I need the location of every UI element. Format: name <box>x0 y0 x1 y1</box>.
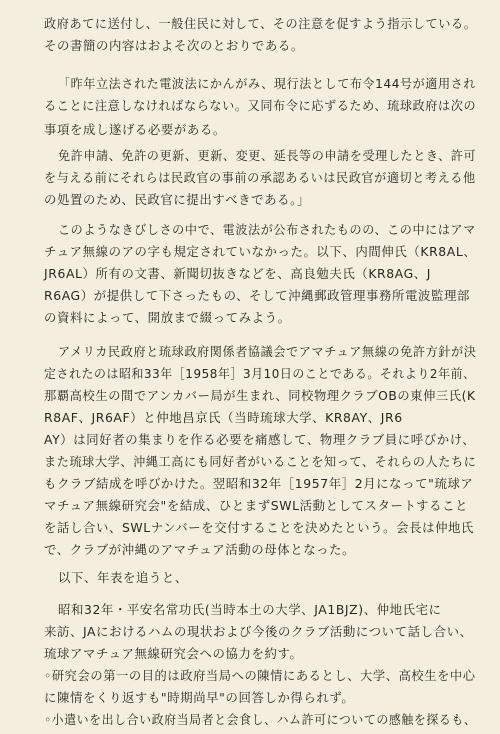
text-line: 琉球アマチュア無線研究会への協力を約す。 <box>44 646 303 661</box>
text-line: R6AG）が提供して下さったもの、そして沖縄郵政管理事務所電波監理部 <box>44 288 470 303</box>
text-line: アメリカ民政府と琉球政府関係者協議会でアマチュア無線の免許方針が決 <box>58 344 477 359</box>
text-line: R8AF、JR6AF）と仲地昌京氏（当時琉球大学、KR8AY、JR6 <box>44 410 403 425</box>
text-line: また琉球大学、沖縄工高にも同好者がいることを知って、それらの人たちに <box>44 454 477 469</box>
text-line: ◦小遣いを出し合い政府当局者と会食し、ハム許可についての感触を探るも、 <box>44 712 477 727</box>
text-line: 定されたのは昭和33年［1958年］3月10日のことである。それより2年前、 <box>44 366 476 381</box>
text-line: 「昨年立法された電波法にかんがみ、現行法として布令144号が適用され <box>58 76 476 91</box>
text-line: を話し合い、SWLナンバーを交付することを決めたという。会長は仲地氏 <box>44 520 475 535</box>
text-line: その書簡の内容はおよそ次のとおりである。 <box>44 38 304 53</box>
text-line: の処置のため、民政官に提出すべきである。」 <box>44 192 310 207</box>
text-line: JR6AL）所有の文書、新聞切抜きなどを、高良勉夫氏（KR8AG、J <box>44 266 432 281</box>
text-line: で、クラブが沖縄のアマチュア活動の母体となった。 <box>44 542 356 557</box>
text-line: の資料によって、開放まで綴ってみよう。 <box>44 310 291 325</box>
text-line: 那覇高校生の間でアンカバー局が生まれ、同校物理クラブOBの東伸三氏(K <box>44 388 476 403</box>
text-line: 昭和32年・平安名常功氏(当時本土の大学、JA1BJZ)、仲地氏宅に <box>58 602 442 617</box>
text-line: 来訪、JAにおけるハムの現状および今後のクラブ活動について話し合い、 <box>44 624 473 639</box>
text-line: ◦研究会の第一の目的は政府当局への陳情にあるとし、大学、高校生を中心 <box>44 668 476 683</box>
text-line: 以下、年表を追うと、 <box>58 570 188 585</box>
text-line: 政府あてに送付し、一般住民に対して、その注意を促すよう指示している。 <box>44 16 477 31</box>
text-line: このようなきびしさの中で、電波法が公布されたものの、この中にはアマ <box>58 222 476 237</box>
text-line: チュア無線のアの字も規定されていなかった。以下、内間伸氏（KR8AL、 <box>44 244 477 259</box>
text-line: 事項を成し遂げる必要がある。 <box>44 122 226 137</box>
text-line: マチュア無線研究会"を結成、ひとまずSWL活動としてスタートすること <box>44 498 469 513</box>
text-line: ることに注意しなければならない。又同布令に応ずるため、琉球政府は次の <box>44 98 477 113</box>
text-line: もクラブ結成を呼びかけた。翌昭和32年［1957年］2月になって"琉球ア <box>44 476 474 491</box>
text-line: AY）は同好者の集まりを作る必要を痛感して、物理クラブ員に呼びかけ、 <box>44 432 476 447</box>
text-line: を与える前にそれらは民政官の事前の承認あるいは民政官が適切と考える他 <box>44 170 476 185</box>
text-line: 免許申請、免許の更新、更新、変更、延長等の申請を受理したとき、許可 <box>58 148 477 163</box>
text-line: に陳情をくり返すも"時期尚早"の回答しか得られず。 <box>44 690 355 705</box>
